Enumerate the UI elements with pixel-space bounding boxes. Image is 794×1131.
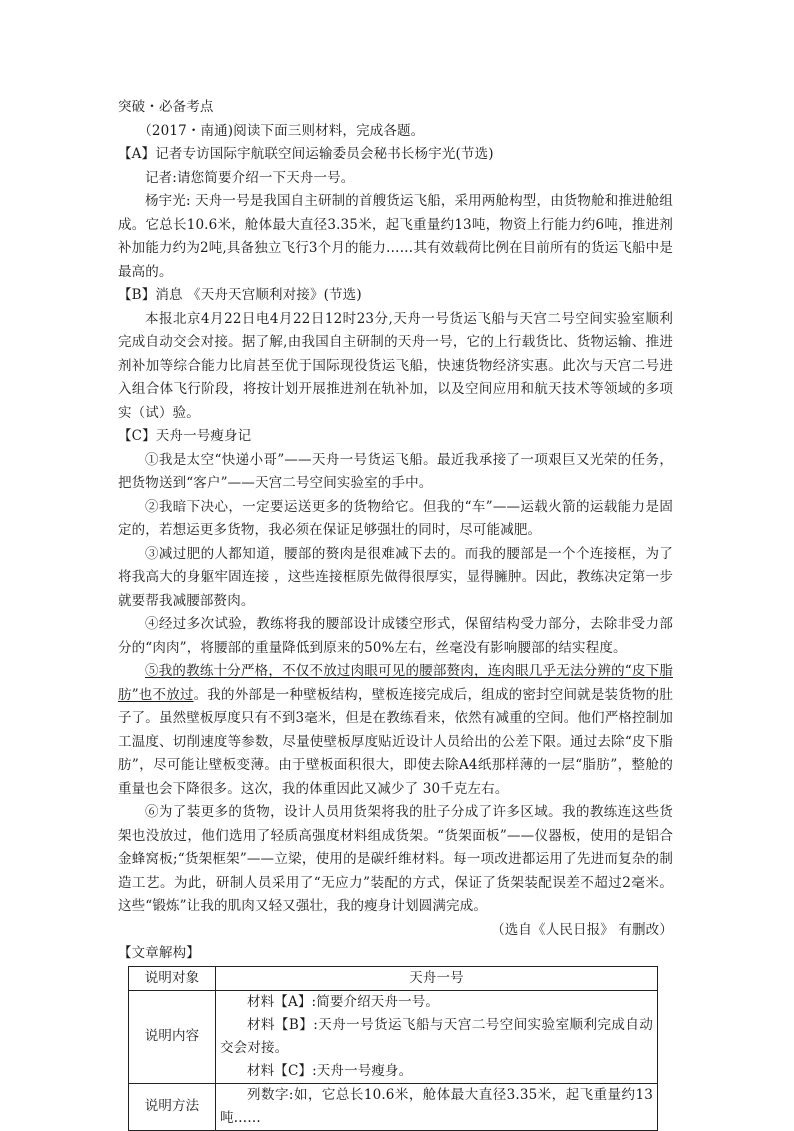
material-a-question: 记者:请您简要介绍一下天舟一号。	[145, 169, 355, 186]
content-c: 材料【C】:天舟一号瘦身。	[247, 1062, 413, 1079]
method-value: 列数字:如，它总长10.6米，舱体最大直径3.35米，起飞重量约13吨……	[220, 1086, 653, 1126]
material-c-paragraph-6: ⑥为了装更多的货物，设计人员用货架将我的肚子分成了许多区域。我的教练连这些货架也没放过，他们选用了轻质高强度材料组成货架。“货架面板”——仪器板，使用的是铝合金蜂窝板;“货架框架”——立梁，使用的是碳纤维材料。每一项改进都运用了先进而复杂的制造工艺。为此，研制人员采用了“无应力”装配的方式，保证了货架装配误差不超过2毫米。这些“锻炼”让我的肌肉又轻又强壮，我的瘦身计划圆满完成。	[118, 804, 673, 914]
object-value: 天舟一号	[216, 966, 658, 990]
material-c-paragraph-1: ①我是太空“快递小哥”——天舟一号货运飞船。最近我承接了一项艰巨又光荣的任务，把货物送到“客户”——天宫二号空间实验室的手中。	[118, 451, 673, 491]
table-row	[129, 966, 658, 990]
material-b-label: 【B】消息 《天舟天宫顺利对接》(节选)	[118, 287, 362, 303]
material-b-body: 本报北京4月22日电4月22日12时23分,天舟一号货运飞船与天宫二号空间实验室顺利完成自动交会对接。据了解,由我国自主研制的天舟一号，它的上行载货比、货物运输、推进剂补加等综合能力比肩甚至优于国际现役货运飞船，快速货物经济实惠。此次与天宫二号进入组合体飞行阶段，将按计划开展推进剂在轨补加，以及空间应用和航天技术等领域的多项实（试）验。	[118, 310, 673, 421]
material-c-paragraph-3: ③减过肥的人都知道，腰部的赘肉是很难减下去的。而我的腰部是一个个连接框，为了将我高大的身躯牢固连接 ，这些连接框原先做得很厚实，显得臃肿。因此，教练决定第一步就要帮我减腰部赘肉。	[118, 545, 673, 609]
table-row	[129, 990, 658, 1083]
material-c-paragraph-2: ②我暗下决心，一定要运送更多的货物给它。但我的“车”——运载火箭的运载能力是固定的，若想运更多货物，我必须在保证足够强壮的同时，尽可能减肥。	[118, 498, 673, 538]
content-label: 说明内容	[129, 990, 216, 1083]
intro-text: （2017・南通)阅读下面三则材料，完成各题。	[138, 122, 425, 139]
material-a-answer: 杨宇光: 天舟一号是我国自主研制的首艘货运飞船，采用两舱构型，由货物舱和推进舱组成。它总长10.6米，舱体最大直径3.35米，起飞重量约13吨，物资上行能力约6吨，推进剂补加能力约为2吨,具备独立飞行3个月的能力……其有效载荷比例在目前所有的货运飞船中是最高的。	[118, 193, 673, 280]
paragraph-5-rest: 。我的外部是一种壁板结构，壁板连接完成后，组成的密封空间就是装货物的肚子了。虽然壁板厚度只有不到3毫米，但是在教练看来，依然有减重的空间。他们严格控制加工温度、切削速度等参数，尽量使壁板厚度贴近设计人员给出的公差下限。通过去除“皮下脂肪”，尽可能让壁板变薄。由于壁板面积很大，即使去除A4纸那样薄的一层“脂肪”，整舱的重量也会下降很多。这次，我的体重因此又减少了 30千克左右。	[118, 686, 673, 797]
content-b: 材料【B】:天舟一号货运飞船与天宫二号空间实验室顺利完成自动交会对接。	[220, 1016, 653, 1056]
material-c-label: 【C】天舟一号瘦身记	[118, 428, 252, 444]
material-a-label: 【A】记者专访国际宇航联空间运输委员会秘书长杨宇光(节选)	[118, 146, 494, 162]
underlined-sentence: ⑤我的教练十分严格，不仅不放过肉眼可见的腰部赘肉，连肉眼几乎无法分辨的“皮下脂肪”也不放过	[118, 663, 673, 703]
method-label: 说明方法	[129, 1083, 216, 1130]
structure-title: 【文章解构】	[118, 945, 200, 961]
source-citation: （选自《人民日报》 有删改）	[491, 921, 673, 938]
structure-table	[128, 966, 658, 1131]
section-title: 突破・必备考点	[118, 99, 214, 115]
material-c-paragraph-5	[118, 660, 673, 801]
content-a: 材料【A】:简要介绍天舟一号。	[247, 993, 440, 1010]
object-label: 说明对象	[129, 966, 216, 990]
content-cell	[216, 990, 658, 1083]
material-c-paragraph-4: ④经过多次试验，教练将我的腰部设计成镂空形式，保留结构受力部分，去除非受力部分的“肉肉”，将腰部的重量降低到原来的50%左右，丝毫没有影响腰部的结实程度。	[118, 616, 673, 656]
document-page	[118, 96, 673, 1131]
